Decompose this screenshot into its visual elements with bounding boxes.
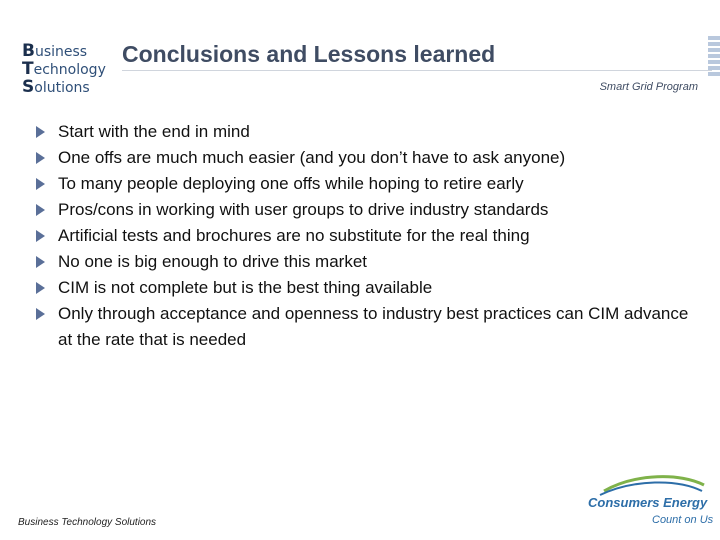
bullet-arrow-icon bbox=[36, 178, 45, 190]
bullet-item: Only through acceptance and openness to industry best practices can CIM advance at the rate that is needed bbox=[58, 301, 698, 353]
bullet-item: To many people deploying one offs while hoping to retire early bbox=[58, 171, 698, 197]
logo-line-business: Business bbox=[22, 41, 88, 61]
bullet-arrow-icon bbox=[36, 256, 45, 268]
bullet-arrow-icon bbox=[36, 308, 45, 320]
bullet-arrow-icon bbox=[36, 152, 45, 164]
bullet-item: No one is big enough to drive this market bbox=[58, 249, 698, 275]
brand-name: Consumers Energy bbox=[588, 495, 708, 510]
business-technology-solutions-logo bbox=[22, 43, 106, 97]
slide-title: Conclusions and Lessons learned bbox=[122, 41, 496, 67]
decorative-stripes bbox=[708, 36, 720, 82]
bullet-item: CIM is not complete but is the best thing available bbox=[58, 275, 698, 301]
bullet-arrow-icon bbox=[36, 204, 45, 216]
bullet-arrow-icon bbox=[36, 282, 45, 294]
brand-tagline: Count on Us bbox=[652, 514, 714, 526]
bullet-list bbox=[58, 119, 698, 353]
bullet-item: Start with the end in mind bbox=[58, 119, 698, 145]
logo-line-solutions: Solutions bbox=[22, 77, 90, 97]
bullet-arrow-icon bbox=[36, 230, 45, 242]
bullet-item: One offs are much much easier (and you don’t have to ask anyone) bbox=[58, 145, 698, 171]
bullet-arrow-icon bbox=[36, 126, 45, 138]
footer-label: Business Technology Solutions bbox=[18, 517, 157, 528]
slide-subtitle: Smart Grid Program bbox=[599, 81, 698, 93]
bullet-item: Pros/cons in working with user groups to drive industry standards bbox=[58, 197, 698, 223]
consumers-energy-logo bbox=[586, 471, 714, 533]
title-divider bbox=[122, 70, 712, 71]
bullet-item: Artificial tests and brochures are no substitute for the real thing bbox=[58, 223, 698, 249]
logo-line-technology: Technology bbox=[22, 59, 106, 79]
